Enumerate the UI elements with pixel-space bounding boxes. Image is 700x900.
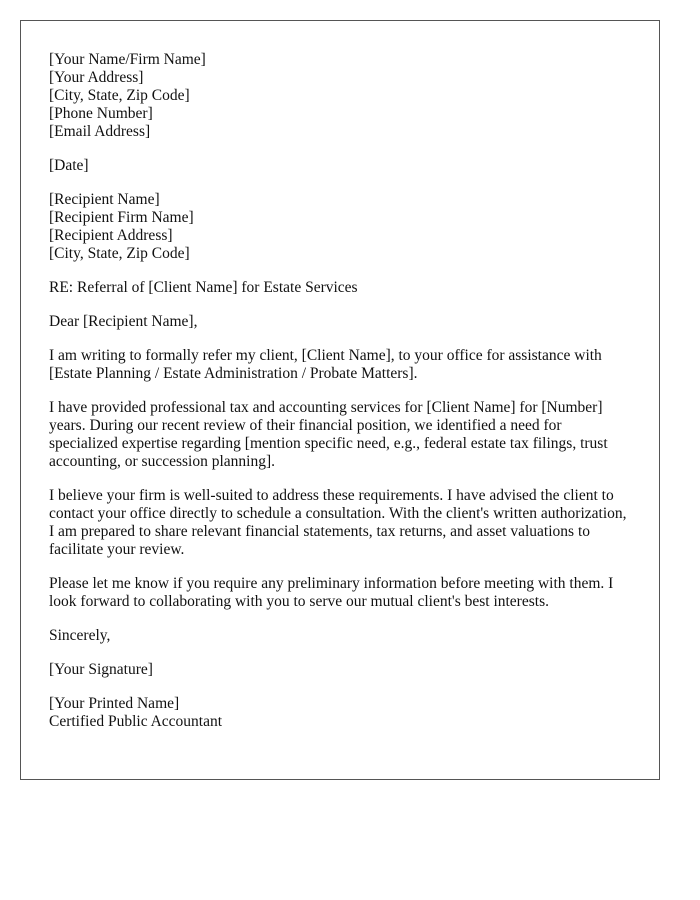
sender-phone: [Phone Number] xyxy=(49,105,153,122)
subject-line: RE: Referral of [Client Name] for Estate Services xyxy=(49,279,358,296)
body-paragraph: Please let me know if you require any preliminary information before meeting with them. I look forward to collaborating with you to serve our mutual client's best interests. xyxy=(49,575,614,610)
signer-block xyxy=(49,695,631,731)
sender-email: [Email Address] xyxy=(49,123,151,140)
recipient-name: [Recipient Name] xyxy=(49,191,160,208)
printed-name: [Your Printed Name] xyxy=(49,695,180,712)
signer-title: Certified Public Accountant xyxy=(49,713,223,730)
recipient-firm: [Recipient Firm Name] xyxy=(49,209,194,226)
date-block xyxy=(49,157,631,175)
letter-date: [Date] xyxy=(49,157,89,174)
salutation: Dear [Recipient Name], xyxy=(49,313,198,330)
sender-name: [Your Name/Firm Name] xyxy=(49,51,206,68)
sender-block xyxy=(49,51,631,141)
body-paragraph: I believe your firm is well-suited to address these requirements. I have advised the client to contact your office directly to schedule a consultation. With the client's written authorization, I am prepared to share relevant financial statements, tax returns, and asset valuations to facilitate your review. xyxy=(49,487,627,558)
recipient-block xyxy=(49,191,631,263)
closing: Sincerely, xyxy=(49,627,111,644)
recipient-city-state-zip: [City, State, Zip Code] xyxy=(49,245,190,262)
sender-city-state-zip: [City, State, Zip Code] xyxy=(49,87,190,104)
body-paragraph: I have provided professional tax and accounting services for [Client Name] for [Number] years. During our recent review of their financial position, we identified a need for specialized expertise regarding [mention specific need, e.g., federal estate tax filings, trust accounting, or succession planning]. xyxy=(49,399,608,470)
sender-address: [Your Address] xyxy=(49,69,144,86)
recipient-address: [Recipient Address] xyxy=(49,227,173,244)
letter-page xyxy=(20,20,660,780)
body-paragraph: I am writing to formally refer my client, [Client Name], to your office for assistance with [Estate Planning / Estate Administration / Probate Matters]. xyxy=(49,347,602,382)
signature: [Your Signature] xyxy=(49,661,153,678)
